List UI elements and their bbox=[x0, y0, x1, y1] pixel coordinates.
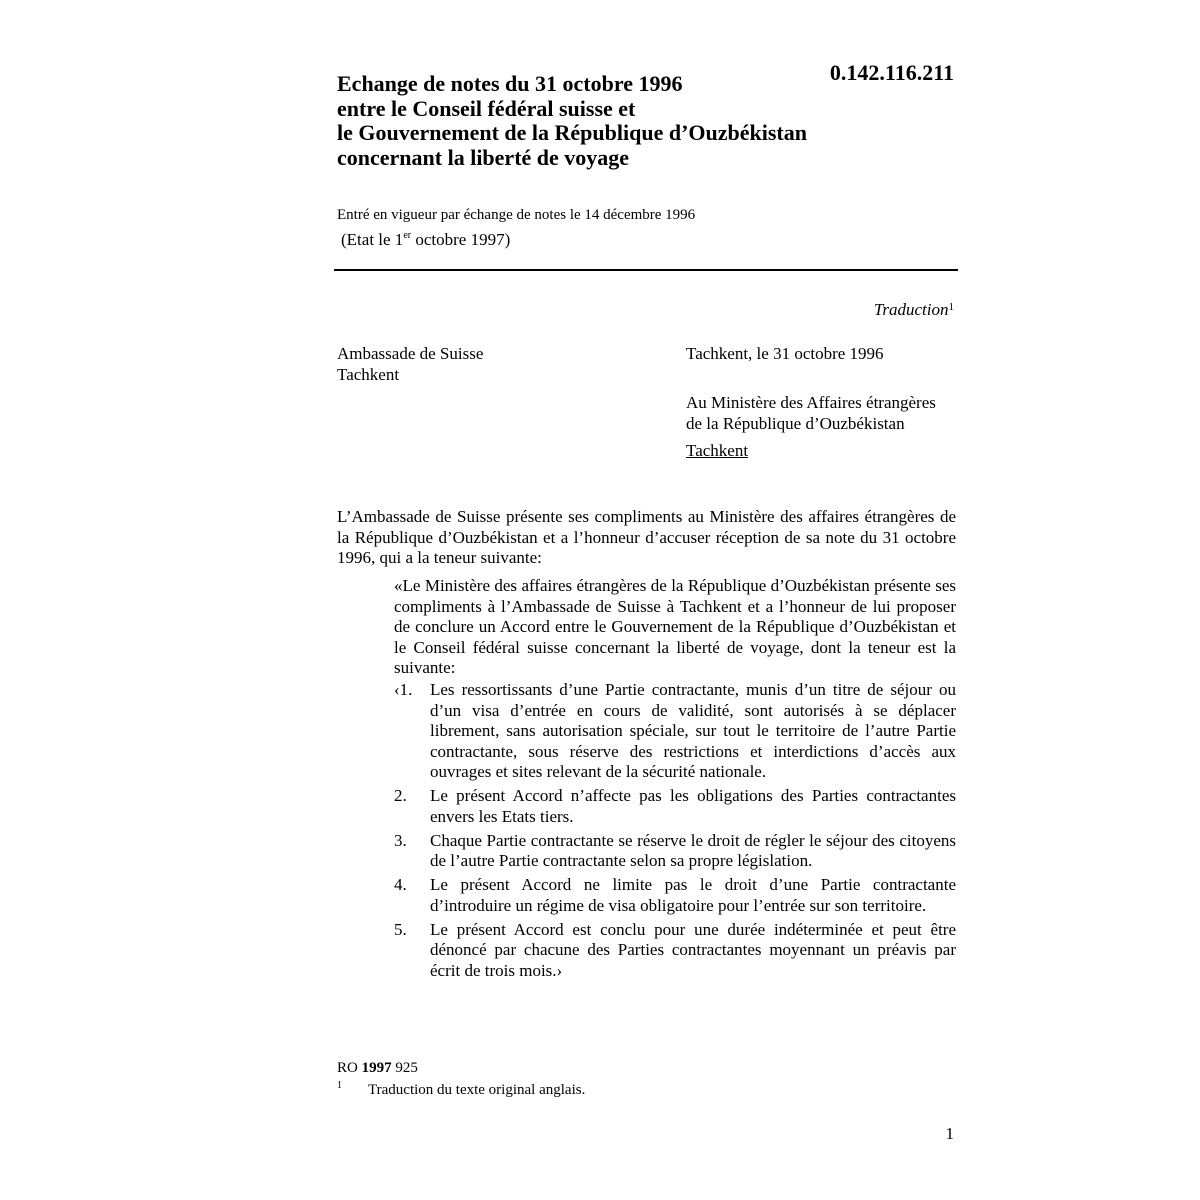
recipient-line: Au Ministère des Affaires étrangères bbox=[686, 393, 936, 412]
title-line: Echange de notes du 31 octobre 1996 bbox=[337, 71, 683, 96]
article-number: 2. bbox=[394, 786, 407, 805]
sr-number: 0.142.116.211 bbox=[829, 60, 954, 85]
ro-page: 925 bbox=[391, 1060, 418, 1076]
articles-list bbox=[394, 680, 956, 985]
article-text: Le présent Accord est conclu pour une durée indéterminée et peut être dénoncé par chacune des Parties contractantes moyennant un préavis par écrit de trois mois.› bbox=[430, 919, 956, 980]
entry-into-force: Entré en vigueur par échange de notes le 14 décembre 1996 bbox=[337, 207, 696, 223]
ro-reference bbox=[337, 1059, 418, 1077]
article-item bbox=[394, 920, 956, 982]
status-suffix: octobre 1997) bbox=[411, 230, 511, 249]
sender-line: Ambassade de Suisse bbox=[337, 344, 484, 363]
article-text: Le présent Accord n’affecte pas les obligations des Parties contractantes envers les Etats tiers. bbox=[430, 786, 956, 826]
letter-date: Tachkent, le 31 octobre 1996 bbox=[686, 344, 884, 363]
article-item bbox=[394, 786, 956, 827]
article-item bbox=[394, 875, 956, 916]
article-text: Chaque Partie contractante se réserve le droit de régler le séjour des citoyens de l’autre Partie contractante selon sa propre législation. bbox=[430, 830, 956, 870]
article-text: Le présent Accord ne limite pas le droit d’une Partie contractante d’introduire un régime de visa obligatoire pour l’entrée sur son territoire. bbox=[430, 875, 956, 915]
title-line: concernant la liberté de voyage bbox=[337, 144, 630, 170]
article-text: Les ressortissants d’une Partie contractante, munis d’un titre de séjour ou d’un visa d’entrée en cours de validité, sont autorisés à se déplacer librement, sans autorisation spéciale, sur tout le territoire de l’autre Partie contractante, sous réserve des restrictions et interdictions d’accès aux ouvrages et sites relevant de la sécurité nationale. bbox=[430, 680, 956, 781]
title-line: le Gouvernement de la République d’Ouzbékistan bbox=[337, 120, 807, 145]
article-number: 5. bbox=[394, 919, 407, 939]
article-number: 3. bbox=[394, 830, 407, 850]
page-number: 1 bbox=[945, 1124, 954, 1143]
footnote-text: Traduction du texte original anglais. bbox=[368, 1082, 586, 1098]
article-number: ‹1. bbox=[394, 680, 413, 699]
article-number: 4. bbox=[394, 875, 407, 894]
article-item bbox=[394, 680, 956, 783]
sender-address bbox=[337, 344, 483, 385]
status-date bbox=[341, 230, 510, 250]
recipient-city: Tachkent bbox=[686, 441, 749, 460]
intro-paragraph: L’Ambassade de Suisse présente ses compliments au Ministère des affaires étrangères de la République d’Ouzbékistan et a l’honneur d’accuser réception de sa note du 31 octobre 1996, qui a la teneur suivante: bbox=[337, 507, 956, 567]
document-page bbox=[337, 0, 958, 1200]
ro-prefix: RO bbox=[337, 1060, 362, 1076]
translation-footnote-link[interactable]: 1 bbox=[948, 301, 954, 313]
status-prefix: (Etat le 1 bbox=[341, 230, 404, 249]
quoted-paragraph: «Le Ministère des affaires étrangères de la République d’Ouzbékistan présente ses compliments à l’Ambassade de Suisse à Tachkent et a l’honneur de lui proposer de conclure un Accord entre le Gouvernement de la République d’Ouzbékistan et le Conseil fédéral suisse concernant la liberté de voyage, dont la teneur est la suivante: bbox=[394, 576, 956, 677]
translation-label bbox=[874, 300, 954, 320]
status-superscript: er bbox=[403, 230, 412, 241]
title-line: entre le Conseil fédéral suisse et bbox=[337, 95, 636, 121]
footnote bbox=[337, 1081, 585, 1099]
recipient-address bbox=[686, 393, 936, 434]
sender-line: Tachkent bbox=[337, 364, 400, 384]
footnote-mark: 1 bbox=[337, 1080, 342, 1091]
header-divider bbox=[334, 269, 958, 271]
document-title bbox=[337, 72, 897, 170]
article-item bbox=[394, 831, 956, 872]
translation-text: Traduction bbox=[873, 300, 949, 319]
ro-year: 1997 bbox=[361, 1060, 392, 1076]
recipient-line: de la République d’Ouzbékistan bbox=[686, 413, 905, 433]
